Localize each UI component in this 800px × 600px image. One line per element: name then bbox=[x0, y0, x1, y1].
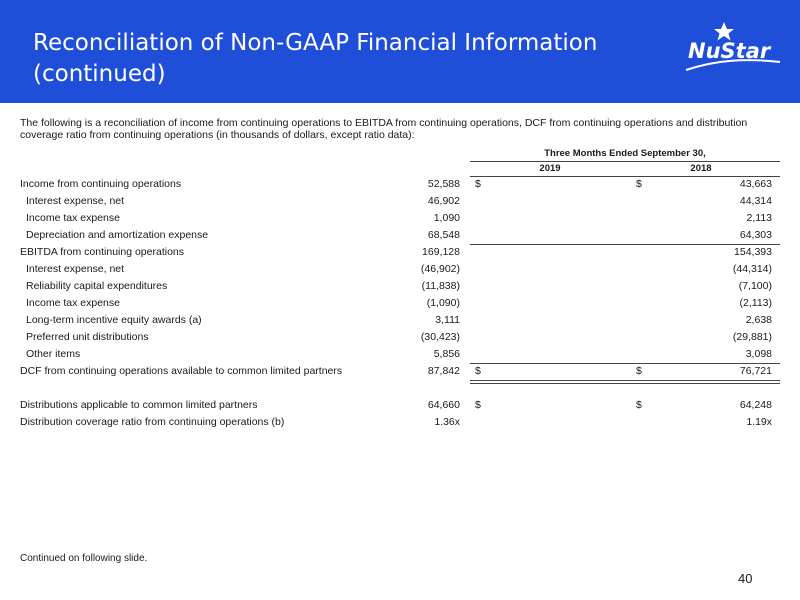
row-label: Reliability capital expenditures bbox=[26, 280, 168, 292]
currency-symbol: $ bbox=[475, 365, 481, 377]
value-2018: (44,314) bbox=[732, 263, 772, 275]
table-row bbox=[0, 348, 800, 364]
table-row bbox=[0, 399, 800, 415]
row-label: Distributions applicable to common limited partners bbox=[20, 399, 258, 411]
year-rule bbox=[470, 176, 780, 177]
year-header-2018: 2018 bbox=[690, 163, 712, 174]
subtotal-rule bbox=[470, 363, 780, 364]
value-2019: 1.36x bbox=[434, 416, 460, 428]
table-row bbox=[0, 416, 800, 432]
value-2018: 64,303 bbox=[739, 229, 772, 241]
row-label: DCF from continuing operations available to common limited partners bbox=[20, 365, 343, 377]
continued-note: Continued on following slide. bbox=[20, 553, 148, 564]
intro-paragraph: The following is a reconciliation of income from continuing operations to EBITDA from continuing operations, DCF from continuing operations and distribution coverage ratio from continuing operations (in thousands of dollars, except ratio data): bbox=[20, 117, 748, 141]
value-2019: 64,660 bbox=[427, 399, 460, 411]
period-rule bbox=[470, 161, 780, 162]
table-row bbox=[0, 365, 800, 381]
table-row bbox=[0, 314, 800, 330]
table-row bbox=[0, 297, 800, 313]
value-2019: 87,842 bbox=[427, 365, 460, 377]
value-2018: 1.19x bbox=[746, 416, 772, 428]
row-label: Interest expense, net bbox=[26, 195, 125, 207]
page-number: 40 bbox=[738, 571, 753, 586]
value-2019: 169,128 bbox=[422, 246, 460, 258]
year-header-2019: 2019 bbox=[539, 163, 561, 174]
row-label: EBITDA from continuing operations bbox=[20, 246, 185, 258]
subtotal-rule bbox=[470, 244, 780, 245]
row-label: Depreciation and amortization expense bbox=[26, 229, 209, 241]
nustar-logo bbox=[676, 20, 786, 80]
value-2018: (29,881) bbox=[732, 331, 772, 343]
row-label: Preferred unit distributions bbox=[26, 331, 149, 343]
value-2019: 68,548 bbox=[427, 229, 460, 241]
table-row bbox=[0, 246, 800, 262]
logo-wordmark: NuStar bbox=[688, 39, 771, 63]
table-row bbox=[0, 331, 800, 347]
value-2019: 3,111 bbox=[435, 314, 460, 326]
value-2019: 1,090 bbox=[433, 212, 460, 224]
value-2018: (2,113) bbox=[739, 297, 772, 309]
value-2019: (11,838) bbox=[421, 280, 460, 292]
total-rule-bottom bbox=[470, 383, 780, 384]
currency-symbol: $ bbox=[475, 178, 481, 190]
value-2018: 154,393 bbox=[734, 246, 772, 258]
table-row bbox=[0, 178, 800, 194]
row-label: Income tax expense bbox=[26, 297, 120, 309]
row-label: Long-term incentive equity awards (a) bbox=[26, 314, 202, 326]
table-row bbox=[0, 280, 800, 296]
currency-symbol: $ bbox=[636, 365, 642, 377]
row-label: Distribution coverage ratio from continuing operations (b) bbox=[20, 416, 285, 428]
currency-symbol: $ bbox=[636, 399, 642, 411]
value-2019: 5,856 bbox=[433, 348, 460, 360]
value-2019: (30,423) bbox=[420, 331, 460, 343]
row-label: Other items bbox=[26, 348, 81, 360]
table-row bbox=[0, 263, 800, 279]
value-2018: 3,098 bbox=[745, 348, 772, 360]
page-title: Reconciliation of Non-GAAP Financial Information (continued) bbox=[33, 30, 598, 87]
currency-symbol: $ bbox=[636, 178, 642, 190]
value-2018: 2,638 bbox=[745, 314, 772, 326]
value-2019: 46,902 bbox=[427, 195, 460, 207]
table-row bbox=[0, 212, 800, 228]
value-2018: 44,314 bbox=[739, 195, 772, 207]
table-row bbox=[0, 195, 800, 211]
value-2018: 64,248 bbox=[739, 399, 772, 411]
currency-symbol: $ bbox=[475, 399, 481, 411]
total-rule-top bbox=[470, 380, 780, 381]
row-label: Interest expense, net bbox=[26, 263, 125, 275]
value-2018: 2,113 bbox=[746, 212, 772, 224]
value-2019: 52,588 bbox=[427, 178, 460, 190]
period-header: Three Months Ended September 30, bbox=[544, 148, 706, 159]
row-label: Income tax expense bbox=[26, 212, 120, 224]
table-row bbox=[0, 229, 800, 245]
row-label: Income from continuing operations bbox=[20, 178, 182, 190]
value-2019: (46,902) bbox=[420, 263, 460, 275]
value-2018: 43,663 bbox=[739, 178, 772, 190]
value-2018: 76,721 bbox=[739, 365, 772, 377]
value-2018: (7,100) bbox=[738, 280, 772, 292]
title-banner bbox=[0, 0, 800, 103]
value-2019: (1,090) bbox=[426, 297, 460, 309]
